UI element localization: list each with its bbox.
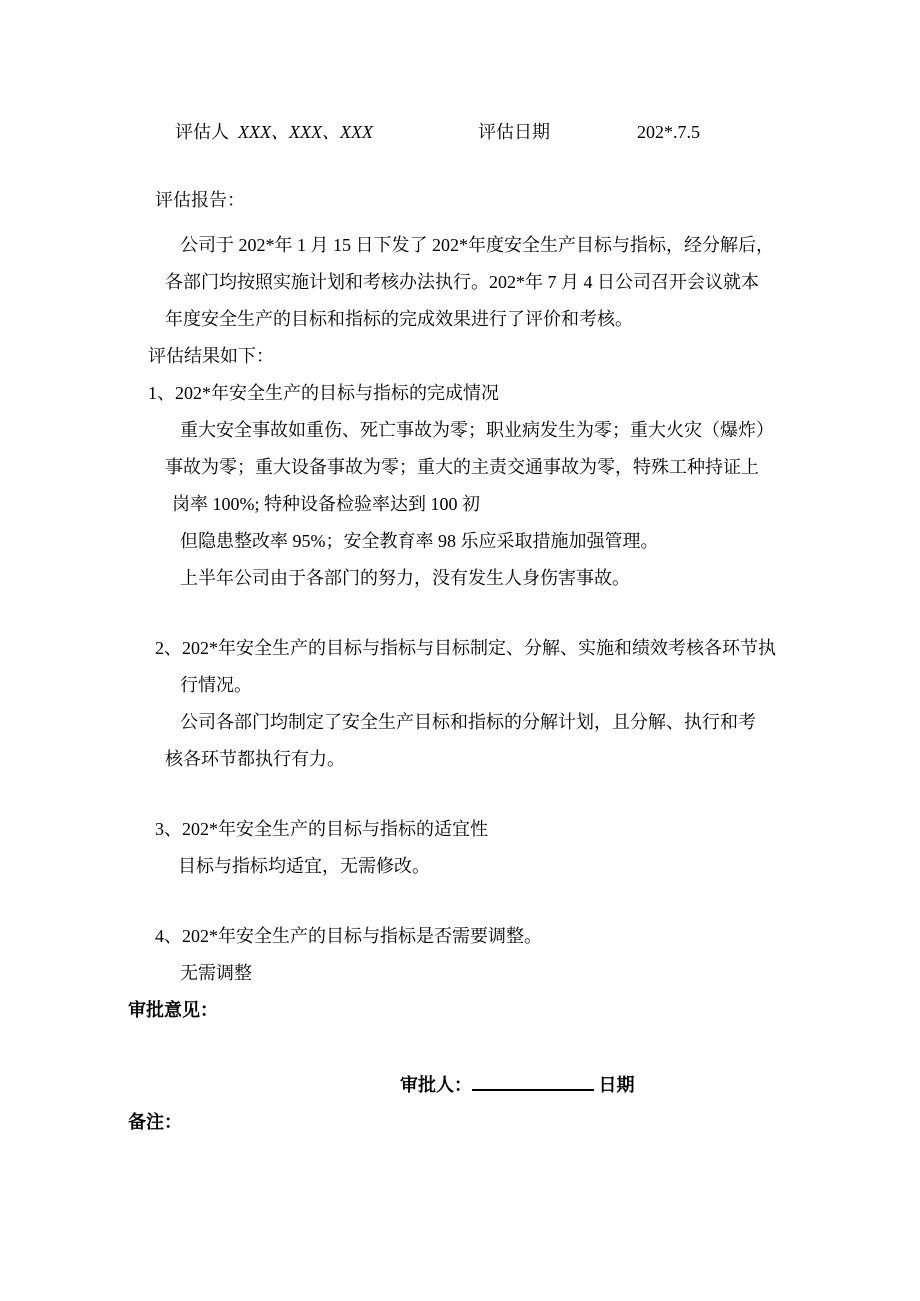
evaluation-date-label: 评估日期 [478, 122, 550, 142]
item1-line: 上半年公司由于各部门的努力，没有发生人身伤害事故。 [180, 568, 630, 588]
approver-row [400, 1067, 880, 1104]
item3-line: 目标与指标均适宜，无需修改。 [178, 856, 430, 876]
item2-line: 公司各部门均制定了安全生产目标和指标的分解计划，且分解、执行和考 [180, 712, 756, 732]
intro-line: 年度安全生产的目标和指标的完成效果进行了评价和考核。 [165, 309, 633, 329]
evaluator-names: XXX、XXX、XXX [238, 122, 373, 142]
approval-date-label: 日期 [598, 1075, 635, 1095]
results-heading: 评估结果如下： [148, 346, 274, 366]
item1-heading: 1、202*年安全生产的目标与指标的完成情况 [148, 383, 499, 403]
item4-heading: 4、202*年安全生产的目标与指标是否需要调整。 [155, 926, 542, 946]
item2-heading: 2、202*年安全生产的目标与指标与目标制定、分解、实施和绩效考核各环节执 [155, 638, 776, 658]
approver-label: 审批人： [400, 1075, 472, 1095]
evaluation-date-value: 202*.7.5 [637, 122, 700, 142]
evaluator-label: 评估人 [175, 122, 229, 142]
intro-line: 各部门均按照实施计划和考核办法执行。202*年 7 月 4 日公司召开会议就本 [165, 272, 759, 292]
report-title: 评估报告： [155, 190, 245, 210]
item2-line: 行情况。 [180, 675, 252, 695]
remarks-label: 备注： [128, 1112, 182, 1132]
item1-line: 岗率 100%; 特种设备检验率达到 100 初 [172, 494, 480, 514]
item3-heading: 3、202*年安全生产的目标与指标的适宜性 [155, 819, 488, 839]
intro-line: 公司于 202*年 1 月 15 日下发了 202*年度安全生产目标与指标，经分解后， [180, 235, 774, 255]
item1-line: 重大安全事故如重伤、死亡事故为零；职业病发生为零；重大火灾（爆炸） [180, 420, 774, 440]
item1-line: 但隐患整改率 95%；安全教育率 98 乐应采取措施加强管理。 [180, 531, 659, 551]
approver-signature-blank [472, 1069, 594, 1091]
item4-line: 无需调整 [180, 963, 252, 983]
approval-opinion-label: 审批意见： [128, 1000, 218, 1020]
item1-line: 事故为零；重大设备事故为零；重大的主责交通事故为零，特殊工种持证上 [165, 457, 759, 477]
evaluation-header-row [128, 114, 880, 151]
item2-line: 核各环节都执行有力。 [165, 749, 345, 769]
